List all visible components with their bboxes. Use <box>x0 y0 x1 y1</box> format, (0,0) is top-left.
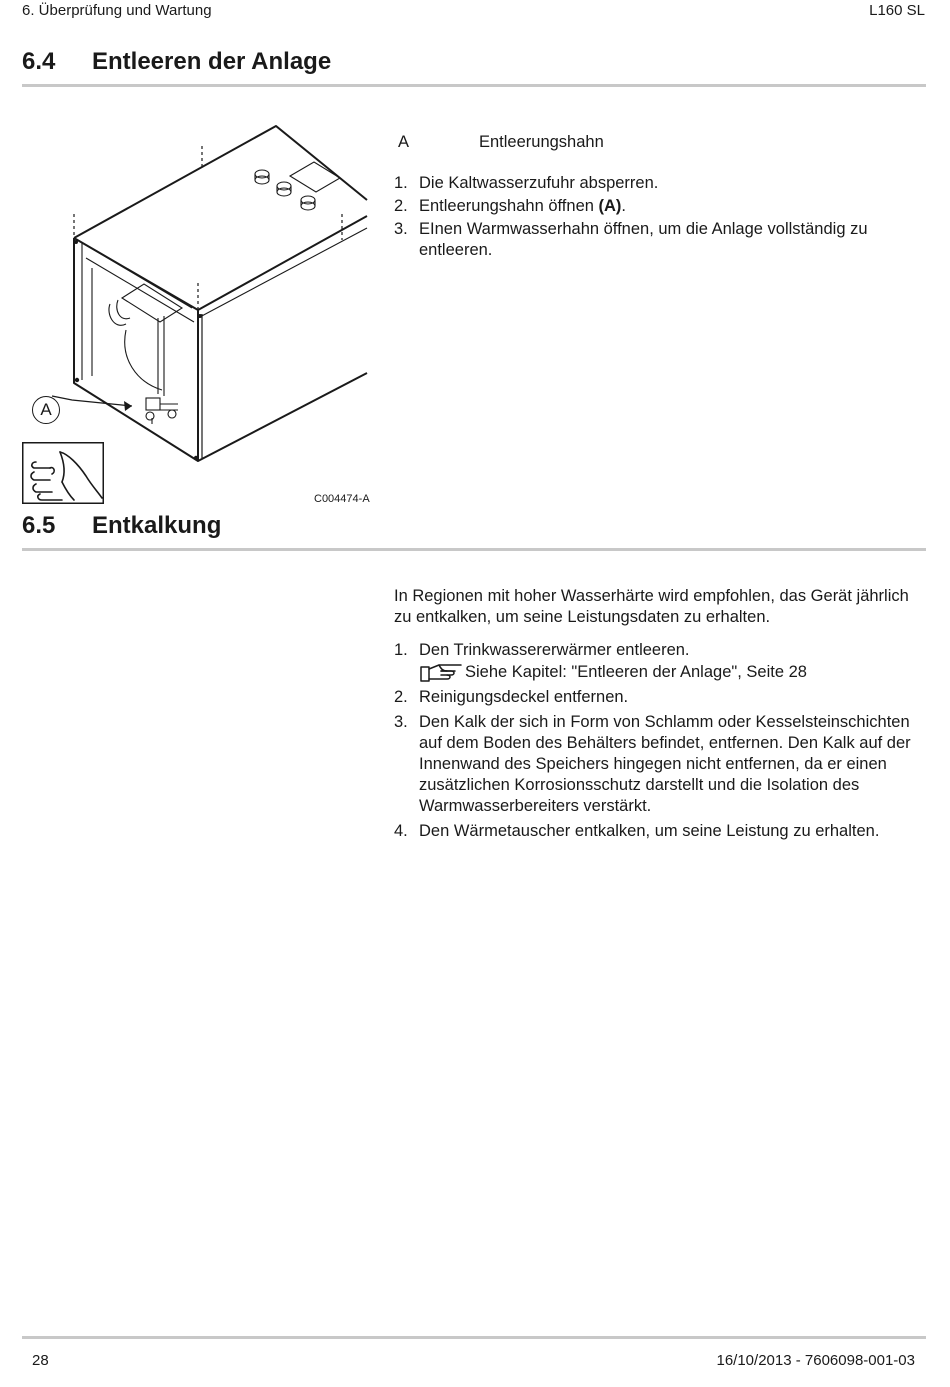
section-divider <box>22 84 926 87</box>
cross-reference-text[interactable]: Siehe Kapitel: "Entleeren der Anlage", Seite 28 <box>465 662 807 681</box>
list-item <box>394 640 926 683</box>
running-header-chapter: 6. Überprüfung und Wartung <box>22 2 212 19</box>
cross-reference[interactable] <box>419 661 926 683</box>
step-number: 2. <box>394 688 408 706</box>
list-item <box>394 173 914 194</box>
decalcification-steps-list <box>394 640 926 842</box>
step-number: 1. <box>394 641 408 659</box>
list-item <box>394 219 914 261</box>
pointing-hand-icon <box>419 661 463 683</box>
list-item <box>394 821 926 842</box>
callout-a <box>32 396 60 424</box>
list-item <box>394 196 914 217</box>
section-title: Entleeren der Anlage <box>92 48 332 75</box>
decalcification-intro: In Regionen mit hoher Wasserhärte wird empfohlen, das Gerät jährlich zu entkalken, um seine Leistungsdaten zu erhalten. <box>394 587 909 626</box>
section-divider <box>22 548 926 551</box>
legend-label: Entleerungshahn <box>479 133 604 151</box>
section-number: 6.5 <box>22 512 56 539</box>
document-reference: 16/10/2013 - 7606098-001-03 <box>716 1352 915 1369</box>
figure-legend <box>398 133 898 152</box>
list-item <box>394 712 926 817</box>
step-number: 3. <box>394 713 408 731</box>
step-text: EInen Warmwasserhahn öffnen, um die Anlage vollständig zu entleeren. <box>419 220 868 259</box>
figure-code: C004474-A <box>314 493 370 505</box>
footer-divider <box>22 1336 926 1339</box>
section-title: Entkalkung <box>92 512 222 539</box>
list-item <box>394 687 926 708</box>
callout-a-label: A <box>40 400 52 419</box>
step-number: 3. <box>394 220 408 238</box>
hand-icon <box>22 442 104 504</box>
step-text: Den Kalk der sich in Form von Schlamm oder Kesselsteinschichten auf dem Boden des Behälters befindet, entfernen. Den Kalk auf der Innenwand des Speichers hingegen nicht entfernen, da er einen zusätzlichen Korrosionsschutz darstellt und die Isolation des Warmwasserbereiters verstärkt. <box>419 713 911 815</box>
page-number: 28 <box>32 1352 49 1369</box>
step-text: Entleerungshahn öffnen <box>419 197 599 215</box>
section-heading-6-5 <box>22 512 221 540</box>
step-text: Den Wärmetauscher entkalken, um seine Leistung zu erhalten. <box>419 822 880 840</box>
section-heading-6-4 <box>22 48 331 76</box>
step-text: Den Trinkwassererwärmer entleeren. <box>419 641 690 659</box>
step-text: Die Kaltwasserzufuhr absperren. <box>419 174 659 192</box>
step-number: 2. <box>394 197 408 215</box>
legend-key: A <box>398 133 410 151</box>
running-header-product: L160 SL <box>869 2 925 19</box>
step-reference-bold: (A) <box>598 197 622 215</box>
step-text-end: . <box>621 197 627 215</box>
step-number: 1. <box>394 174 408 192</box>
section-number: 6.4 <box>22 48 56 75</box>
drain-steps-list <box>394 173 914 261</box>
step-number: 4. <box>394 822 408 840</box>
step-text: Reinigungsdeckel entfernen. <box>419 688 629 706</box>
